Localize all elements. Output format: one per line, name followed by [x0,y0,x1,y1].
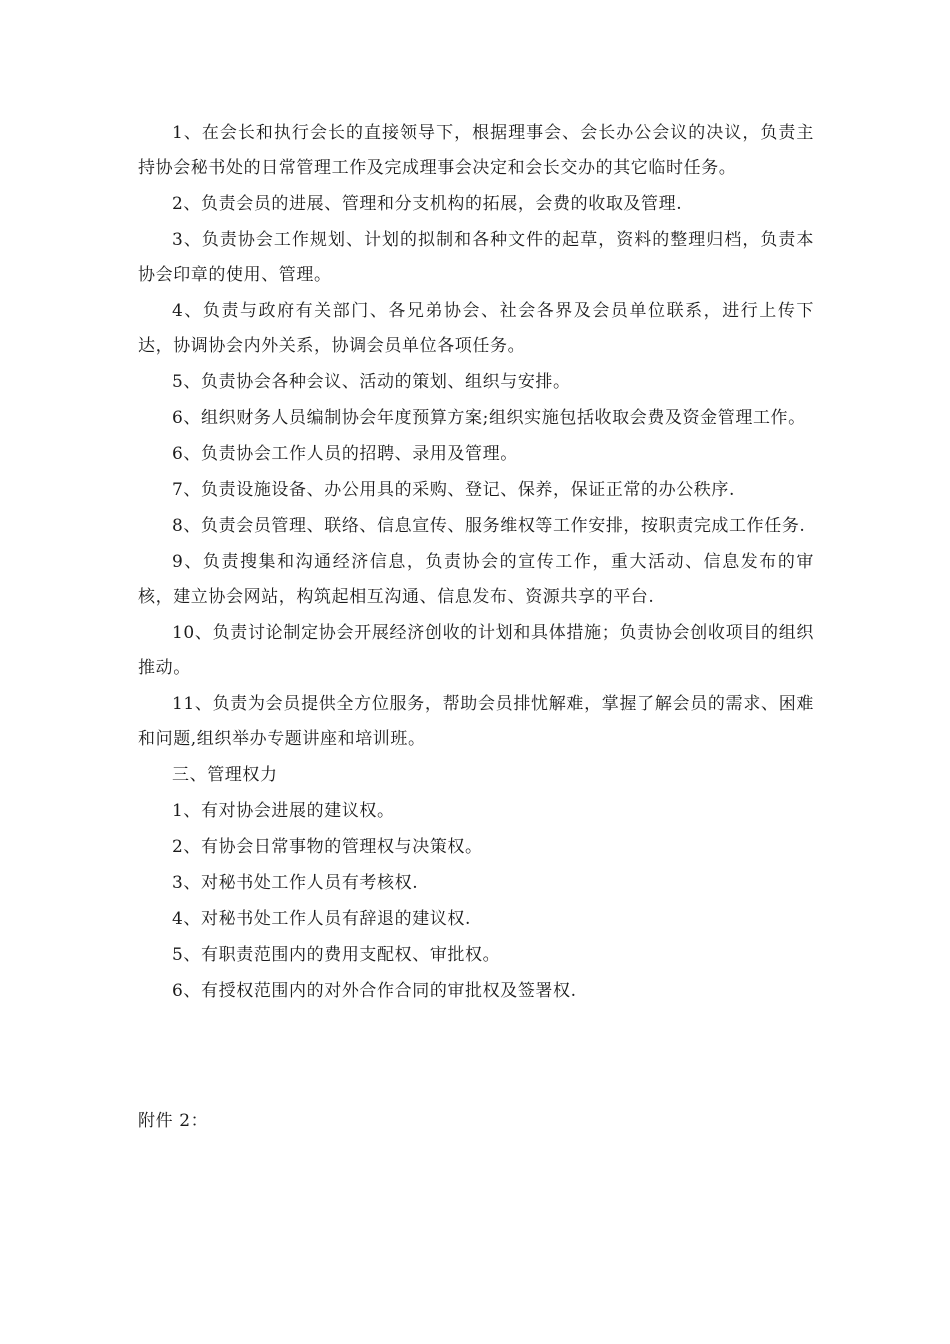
authority-item-5: 5、有职责范围内的费用支配权、审批权。 [172,945,501,965]
duty-paragraph-9: 9、负责搜集和沟通经济信息，负责协会的宣传工作，重大活动、信息发布的审核，建立协会网站，构筑起相互沟通、信息发布、资源共享的平台. [138,552,814,607]
duty-paragraph-3: 3、负责协会工作规划、计划的拟制和各种文件的起草，资料的整理归档，负责本协会印章的使用、管理。 [138,230,814,285]
document-body [138,116,814,1010]
authority-item-3: 3、对秘书处工作人员有考核权. [172,873,419,893]
duty-paragraph-2: 2、负责会员的进展、管理和分支机构的拓展，会费的收取及管理. [172,194,683,214]
duty-paragraph-8: 8、负责会员管理、联络、信息宣传、服务维权等工作安排，按职责完成工作任务. [172,516,806,536]
authority-item-4: 4、对秘书处工作人员有辞退的建议权. [172,909,472,929]
duty-paragraph-5: 5、负责协会各种会议、活动的策划、组织与安排。 [172,372,571,392]
appendix-label: 附件 2： [138,1111,209,1131]
authority-item-1: 1、有对协会进展的建议权。 [172,801,395,821]
duty-paragraph-7: 7、负责设施设备、办公用具的采购、登记、保养，保证正常的办公秩序. [172,480,736,500]
authority-item-2: 2、有协会日常事物的管理权与决策权。 [172,837,483,857]
section-heading: 三、管理权力 [172,765,278,785]
duty-paragraph-4: 4、负责与政府有关部门、各兄弟协会、社会各界及会员单位联系，进行上传下达，协调协会内外关系，协调会员单位各项任务。 [138,301,814,356]
duty-paragraph-6b: 6、负责协会工作人员的招聘、录用及管理。 [172,444,518,464]
duty-paragraph-1: 1、在会长和执行会长的直接领导下，根据理事会、会长办公会议的决议，负责主持协会秘书处的日常管理工作及完成理事会决定和会长交办的其它临时任务。 [138,123,814,178]
duty-paragraph-10: 10、负责讨论制定协会开展经济创收的计划和具体措施；负责协会创收项目的组织推动。 [138,623,814,678]
duty-paragraph-6: 6、组织财务人员编制协会年度预算方案;组织实施包括收取会费及资金管理工作。 [172,408,806,428]
duty-paragraph-11: 11、负责为会员提供全方位服务，帮助会员排忧解难，掌握了解会员的需求、困难和问题,组织举办专题讲座和培训班。 [138,694,814,749]
authority-item-6: 6、有授权范围内的对外合作合同的审批权及签署权. [172,981,577,1001]
